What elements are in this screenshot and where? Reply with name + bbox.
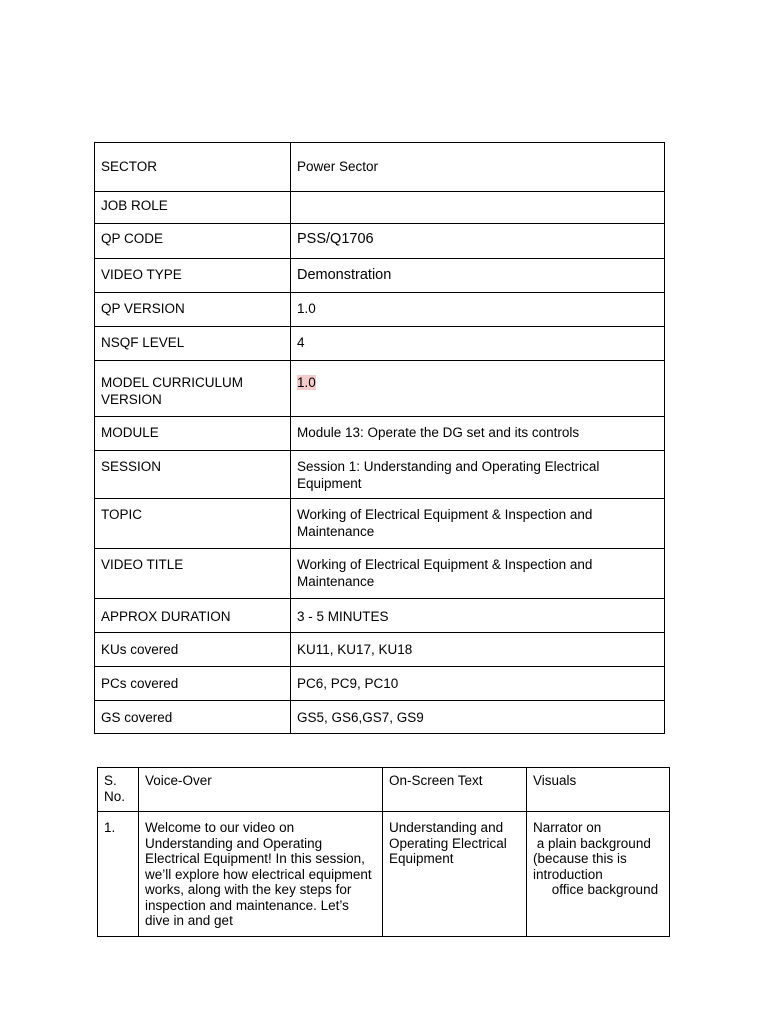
row-value: PSS/Q1706 — [297, 231, 374, 247]
row-value: Module 13: Operate the DG set and its controls — [291, 417, 665, 451]
row-label: VIDEO TYPE — [95, 259, 291, 293]
table-row — [95, 361, 665, 417]
table-row — [95, 224, 665, 259]
row-value: PC6, PC9, PC10 — [291, 667, 665, 701]
header-visuals: Visuals — [527, 768, 670, 812]
row-value: Working of Electrical Equipment & Inspection and Maintenance — [291, 549, 665, 599]
script-table — [97, 767, 670, 937]
row-value: 1.0 — [291, 293, 665, 327]
table-row — [95, 451, 665, 499]
row-label: SESSION — [95, 451, 291, 499]
row-value: Demonstration — [297, 267, 392, 283]
row-label: KUs covered — [95, 633, 291, 667]
visuals-line: introduction — [533, 866, 603, 882]
visuals-line: (because this is — [533, 851, 627, 866]
row-label: APPROX DURATION — [95, 599, 291, 633]
table-row — [95, 667, 665, 701]
table-row — [95, 259, 665, 293]
header-sno: S. No. — [98, 768, 139, 812]
row-label: JOB ROLE — [95, 192, 291, 224]
cell-onscreen: Understanding and Operating Electrical Equipment — [383, 812, 527, 937]
row-label: VIDEO TITLE — [95, 549, 291, 599]
row-label: SECTOR — [95, 143, 291, 192]
visuals-line: a plain background — [533, 835, 651, 851]
header-row — [98, 768, 670, 812]
row-value: KU11, KU17, KU18 — [291, 633, 665, 667]
table-row — [95, 633, 665, 667]
row-value: 4 — [291, 327, 665, 361]
row-value: Working of Electrical Equipment & Inspection and Maintenance — [291, 499, 665, 549]
table-row — [98, 812, 670, 937]
table-row — [95, 417, 665, 451]
row-label: NSQF LEVEL — [95, 327, 291, 361]
row-value: 3 - 5 MINUTES — [291, 599, 665, 633]
visuals-line: office background — [533, 882, 659, 897]
table-row — [95, 549, 665, 599]
table-row — [95, 143, 665, 192]
row-value: Power Sector — [291, 143, 665, 192]
row-label: MODULE — [95, 417, 291, 451]
table-row — [95, 499, 665, 549]
header-voiceover: Voice-Over — [139, 768, 383, 812]
table-row — [95, 701, 665, 734]
row-label: GS covered — [95, 701, 291, 734]
cell-sno: 1. — [98, 812, 139, 937]
row-value: GS5, GS6,GS7, GS9 — [291, 701, 665, 734]
table-row — [95, 293, 665, 327]
row-label: QP CODE — [95, 224, 291, 259]
highlighted-value: 1.0 — [297, 375, 316, 390]
row-label: PCs covered — [95, 667, 291, 701]
visuals-line: Narrator on — [533, 820, 602, 835]
table-row — [95, 327, 665, 361]
table-row — [95, 599, 665, 633]
header-onscreen: On-Screen Text — [383, 768, 527, 812]
table-row — [95, 192, 665, 224]
row-label: MODEL CURRICULUM VERSION — [95, 361, 291, 417]
cell-visuals — [527, 812, 670, 937]
cell-voiceover: Welcome to our video on Understanding and Operating Electrical Equipment! In this session, we’ll explore how electrical equipment works, along with the key steps for inspection and maintenance. Let’s dive in and get — [139, 812, 383, 937]
row-label: TOPIC — [95, 499, 291, 549]
metadata-table — [94, 142, 665, 734]
row-value — [291, 192, 665, 224]
row-value: Session 1: Understanding and Operating Electrical Equipment — [291, 451, 665, 499]
row-label: QP VERSION — [95, 293, 291, 327]
